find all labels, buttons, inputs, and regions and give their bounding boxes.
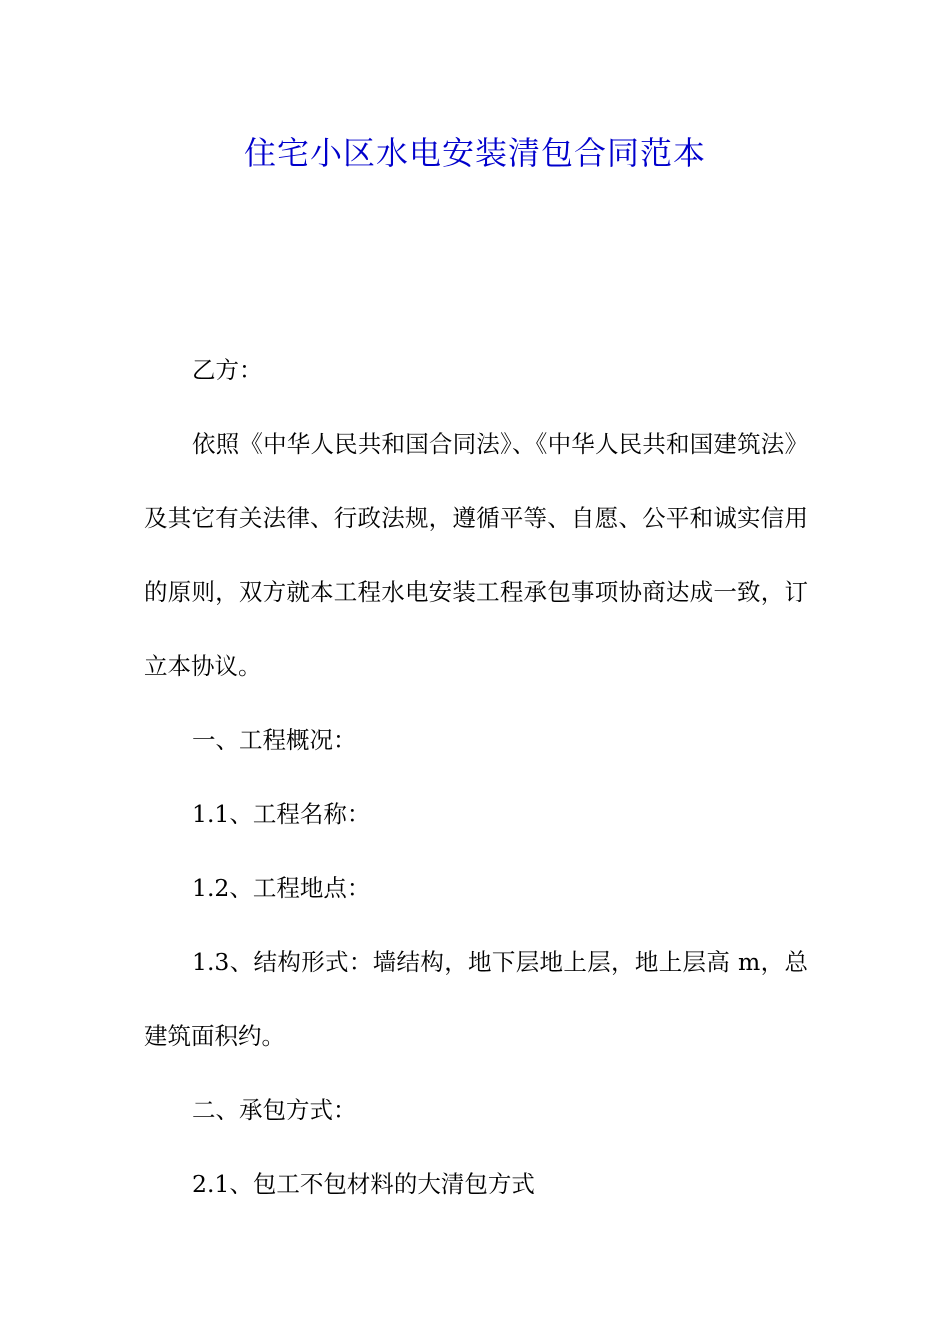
clause-project-location: 1.2、工程地点： xyxy=(192,874,371,902)
clause-labor-only: 2.1、包工不包材料的大清包方式 xyxy=(192,1170,535,1198)
section-heading-project-overview: 一、工程概况： xyxy=(192,726,357,754)
clause-structure-form: 1.3、结构形式：墙结构，地下层地上层，地上层高 m，总建筑面积约。 xyxy=(144,948,808,1050)
paragraph-preamble: 依照《中华人民共和国合同法》、《中华人民共和国建筑法》及其它有关法律、行政法规，遵循平等、自愿、公平和诚实信用的原则，双方就本工程水电安装工程承包事项协商达成一致，订立本协议。 xyxy=(144,430,808,680)
clause-project-name: 1.1、工程名称： xyxy=(192,800,371,828)
paragraph-party-b: 乙方： xyxy=(192,356,263,384)
section-heading-contract-method: 二、承包方式： xyxy=(192,1096,357,1124)
document-body xyxy=(144,333,808,1221)
document-title: 住宅小区水电安装清包合同范本 xyxy=(243,134,706,172)
